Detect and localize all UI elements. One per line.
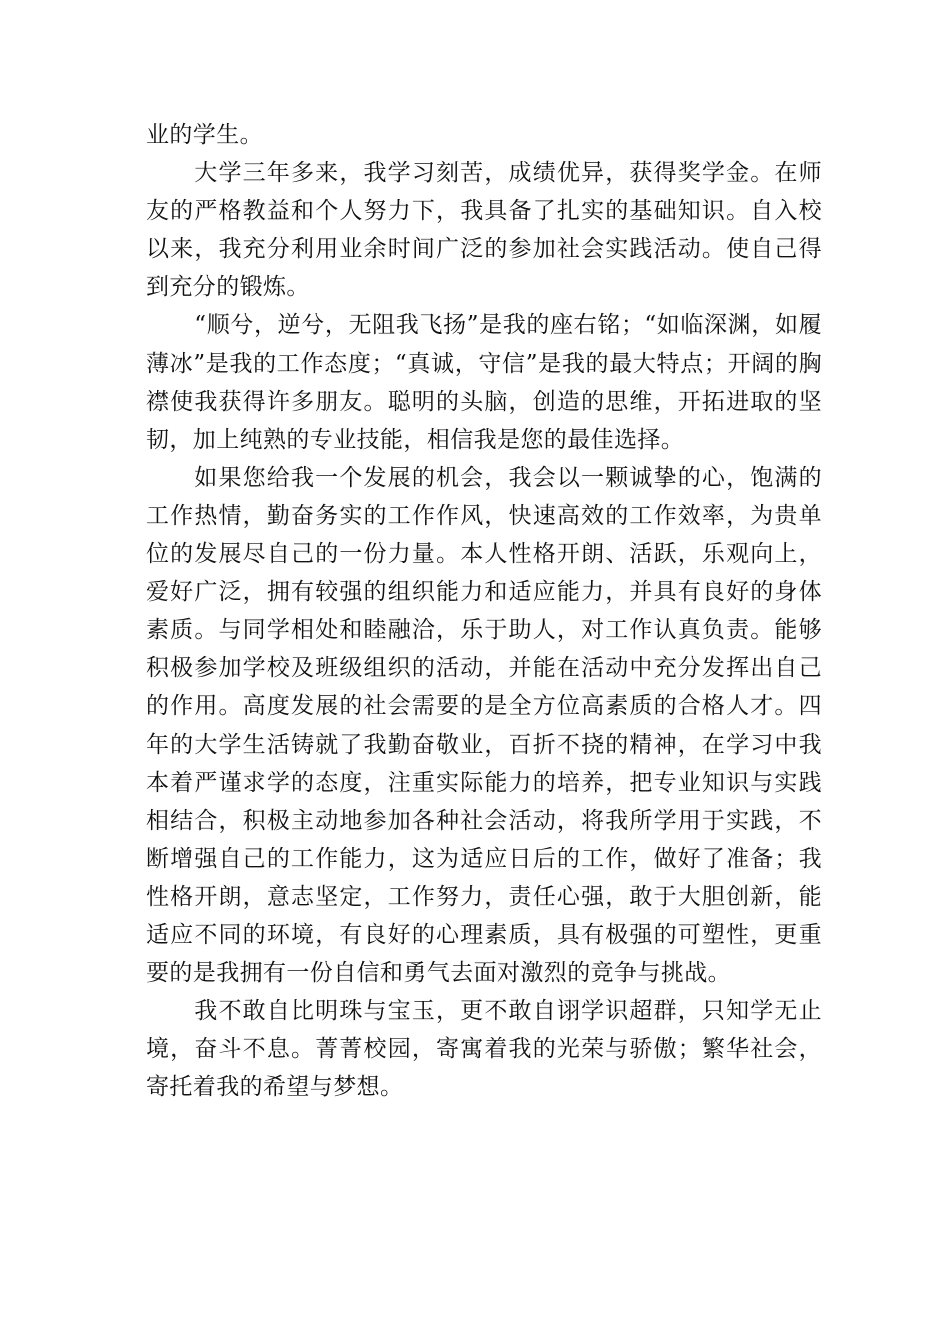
paragraph-1: 业的学生。 bbox=[146, 122, 263, 148]
paragraph-2: 大学三年多来，我学习刻苦，成绩优异，获得奖学金。在师友的严格教益和个人努力下，我具备了扎实的基础知识。自入校以来，我充分利用业余时间广泛的参加社会实践活动。使自己得到充分的锻炼。 bbox=[146, 160, 822, 301]
document-body bbox=[146, 116, 822, 1106]
paragraph-5: 我不敢自比明珠与宝玉，更不敢自诩学识超群，只知学无止境，奋斗不息。菁菁校园，寄寓着我的光荣与骄傲；繁华社会，寄托着我的希望与梦想。 bbox=[146, 998, 822, 1101]
paragraph-4: 如果您给我一个发展的机会，我会以一颗诚挚的心，饱满的工作热情，勤奋务实的工作作风，快速高效的工作效率，为贵单位的发展尽自己的一份力量。本人性格开朗、活跃，乐观向上，爱好广泛，拥有较强的组织能力和适应能力，并具有良好的身体素质。与同学相处和睦融洽，乐于助人，对工作认真负责。能够积极参加学校及班级组织的活动，并能在活动中充分发挥出自己的作用。高度发展的社会需要的是全方位高素质的合格人才。四年的大学生活铸就了我勤奋敬业，百折不挠的精神，在学习中我本着严谨求学的态度，注重实际能力的培养，把专业知识与实践相结合，积极主动地参加各种社会活动，将我所学用于实践，不断增强自己的工作能力，这为适应日后的工作，做好了准备；我性格开朗，意志坚定，工作努力，责任心强，敢于大胆创新，能适应不同的环境，有良好的心理素质，具有极强的可塑性，更重要的是我拥有一份自信和勇气去面对激烈的竞争与挑战。 bbox=[146, 464, 822, 987]
paragraph-3: “顺兮，逆兮，无阻我飞扬”是我的座右铭；“如临深渊，如履薄冰”是我的工作态度；“真诚，守信”是我的最大特点；开阔的胸襟使我获得许多朋友。聪明的头脑，创造的思维，开拓进取的坚韧，加上纯熟的专业技能，相信我是您的最佳选择。 bbox=[146, 312, 822, 453]
